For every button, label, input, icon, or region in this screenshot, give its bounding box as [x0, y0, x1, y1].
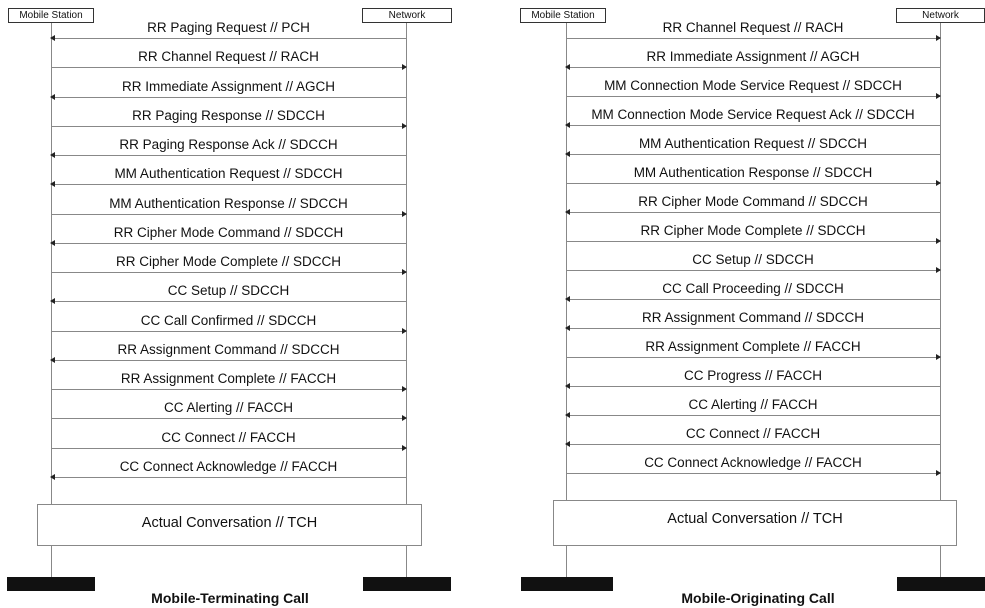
message-label: CC Alerting // FACCH — [688, 397, 818, 412]
message-label: RR Assignment Command // SDCCH — [117, 342, 340, 357]
mobile-station-box: Mobile Station — [520, 8, 606, 23]
message-label: RR Cipher Mode Complete // SDCCH — [115, 254, 342, 269]
mobile-station-box: Mobile Station — [8, 8, 94, 23]
message-arrow-to-network — [566, 270, 940, 271]
message-label: RR Paging Response // SDCCH — [132, 108, 325, 123]
message-label: CC Connect Acknowledge // FACCH — [119, 459, 338, 474]
network-end-bar — [897, 577, 985, 591]
message-label: MM Authentication Response // SDCCH — [633, 165, 873, 180]
conversation-box: Actual Conversation // TCH — [37, 504, 422, 546]
diagram-caption: Mobile-Originating Call — [681, 590, 835, 606]
message-label: MM Connection Mode Service Request Ack // SDCCH — [591, 107, 915, 122]
message-arrow-to-mobile-station — [566, 415, 940, 416]
network-lifeline — [940, 23, 941, 578]
message-label: RR Immediate Assignment // AGCH — [121, 79, 336, 94]
message-arrow-to-network — [566, 38, 940, 39]
message-label: RR Cipher Mode Complete // SDCCH — [640, 223, 866, 238]
message-label: CC Alerting // FACCH — [163, 400, 294, 415]
message-label: CC Connect Acknowledge // FACCH — [644, 455, 862, 470]
message-label: RR Paging Request // PCH — [147, 20, 310, 35]
network-box: Network — [362, 8, 452, 23]
message-label: MM Connection Mode Service Request // SDCCH — [604, 78, 902, 93]
message-label: RR Cipher Mode Command // SDCCH — [113, 225, 344, 240]
message-label: CC Call Proceeding // SDCCH — [662, 281, 844, 296]
message-arrow-to-mobile-station — [566, 67, 940, 68]
message-arrow-to-network — [566, 96, 940, 97]
message-label: MM Authentication Response // SDCCH — [109, 196, 348, 211]
message-arrow-to-network — [566, 241, 940, 242]
conversation-box: Actual Conversation // TCH — [553, 500, 957, 546]
message-label: CC Connect // FACCH — [685, 426, 821, 441]
message-arrow-to-mobile-station — [566, 444, 940, 445]
message-label: MM Authentication Request // SDCCH — [114, 166, 343, 181]
message-label: CC Connect // FACCH — [161, 430, 296, 445]
message-label: RR Assignment Command // SDCCH — [641, 310, 865, 325]
message-arrow-to-mobile-station — [566, 386, 940, 387]
message-arrow-to-network — [566, 357, 940, 358]
message-label: CC Progress // FACCH — [683, 368, 823, 383]
diagram-caption: Mobile-Terminating Call — [151, 590, 309, 606]
message-label: CC Call Confirmed // SDCCH — [140, 313, 317, 328]
message-arrow-to-mobile-station — [566, 125, 940, 126]
message-label: CC Setup // SDCCH — [167, 283, 290, 298]
message-arrow-to-mobile-station — [566, 212, 940, 213]
message-arrow-to-mobile-station — [566, 154, 940, 155]
mobile-station-end-bar — [521, 577, 613, 591]
message-label: RR Immediate Assignment // AGCH — [646, 49, 860, 64]
message-label: CC Setup // SDCCH — [692, 252, 814, 267]
message-label: RR Assignment Complete // FACCH — [645, 339, 861, 354]
message-arrow-to-network — [566, 473, 940, 474]
message-arrow-to-mobile-station — [566, 328, 940, 329]
network-box: Network — [896, 8, 985, 23]
message-label: RR Paging Response Ack // SDCCH — [119, 137, 338, 152]
message-arrow-to-network — [566, 183, 940, 184]
message-arrow-to-mobile-station — [566, 299, 940, 300]
message-label: RR Assignment Complete // FACCH — [120, 371, 337, 386]
message-label: MM Authentication Request // SDCCH — [638, 136, 868, 151]
message-label: RR Channel Request // RACH — [138, 49, 319, 64]
message-label: RR Cipher Mode Command // SDCCH — [638, 194, 868, 209]
message-label: RR Channel Request // RACH — [662, 20, 844, 35]
